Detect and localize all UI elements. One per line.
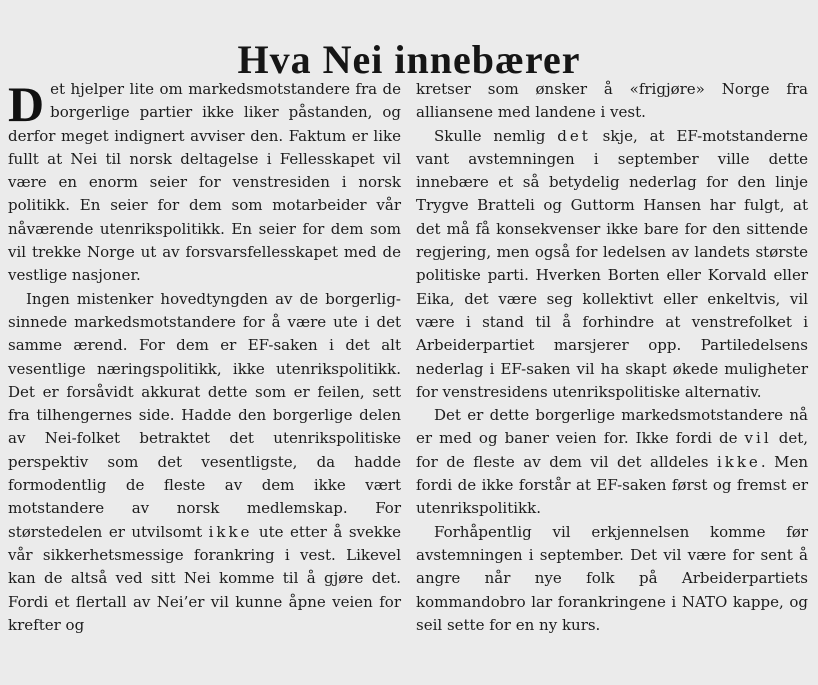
paragraph-4-text-b: det, for de fleste av dem vil det alldeles <box>416 429 808 471</box>
paragraph-1 <box>8 78 401 288</box>
paragraph-1-text: et hjelper lite om markedsmotstandere fra de borgerlige partier ikke liker påstanden, og derfor meget indignert avviser den. Faktum er like fullt at Nei til norsk deltagelse i Fellesskapet vil være en enorm seier for venstresiden i norsk politikk. En seier for dem som motarbeider vår nåværende utenrikspolitikk. En seier for dem som vil trekke Norge ut av forsvarsfellesskapet med de vestlige nasjoner. <box>8 80 401 285</box>
paragraph-5: Forhåpentlig vil erkjennelsen komme før avstemningen i september. Det vil være for sent å angre når nye folk på Arbeiderpartiets kommandobro lar forankringene i NATO kappe, og seil sette for en ny kurs. <box>416 522 808 634</box>
paragraph-3 <box>416 125 808 405</box>
emphasis-spaced: det <box>557 126 591 145</box>
paragraph-4-text-a: Det er dette borgerlige markedsmotstandere nå er med og baner veien for. Ikke fordi de <box>416 406 808 448</box>
emphasis-spaced: ikke <box>716 452 761 471</box>
paragraph-4-text-c: . Men fordi de ikke forstår at EF-saken først og fremst er utenrikspolitikk. <box>416 452 808 518</box>
paragraph-2 <box>8 288 401 637</box>
paragraph-continuation: kretser som ønsker å «frigjøre» Norge fra alliansene med landene i vest. <box>416 80 808 122</box>
right-column <box>416 78 808 637</box>
left-column <box>8 78 401 637</box>
paragraph-3-text-b: skje, at EF-motstanderne vant avstemningen i september ville dette innebære et så betydelig nederlag for den linje Trygve Bratteli og Guttorm Hansen har fulgt, at det må få konsekvenser ikke bare for den sittende regjering, men også for ledelsen av landets største politiske parti. Hverken Borten eller Korvald eller Eika, det være seg kollektivt eller enkeltvis, vil være i stand til å forhindre at venstrefolket i Arbeiderpartiet marsjerer opp. Partiledelsens nederlag i EF-saken vil ha skapt økede muligheter for venstresidens utenrikspolitiske alternativ. <box>416 126 808 401</box>
drop-cap: D <box>8 76 45 132</box>
paragraph-2-text-b: ute etter å svekke vår sikkerhetsmessige forankring i vest. Likevel kan de altså ved sitt Nei komme til å gjøre det. Fordi et flertall av Nei’er vil kunne åpne veien for krefter og <box>8 522 401 634</box>
paragraph-2-text-a: Ingen mistenker hovedtyngden av de borgerlig-sinnede markedsmotstandere for å være ute i det samme ærend. For dem er EF-saken i det alt vesentlige næringspolitikk, ikke utenrikspolitikk. Det er forsåvidt akkurat dette som er feilen, sett fra tilhengernes side. Hadde den borgerlige delen av Nei-folket betraktet det utenrikspolitiske perspektiv som det vesentligste, da hadde formodentlig de fleste av dem ikke vært motstandere av norsk medlemskap. For størstedelen er utvilsomt <box>8 289 401 541</box>
paragraph-3-text-a: Skulle nemlig <box>434 126 546 145</box>
headline: Hva Nei innebærer <box>237 36 581 82</box>
emphasis-spaced: vil <box>744 429 772 448</box>
paragraph-4 <box>416 404 808 520</box>
emphasis-spaced: ikke <box>208 522 253 541</box>
